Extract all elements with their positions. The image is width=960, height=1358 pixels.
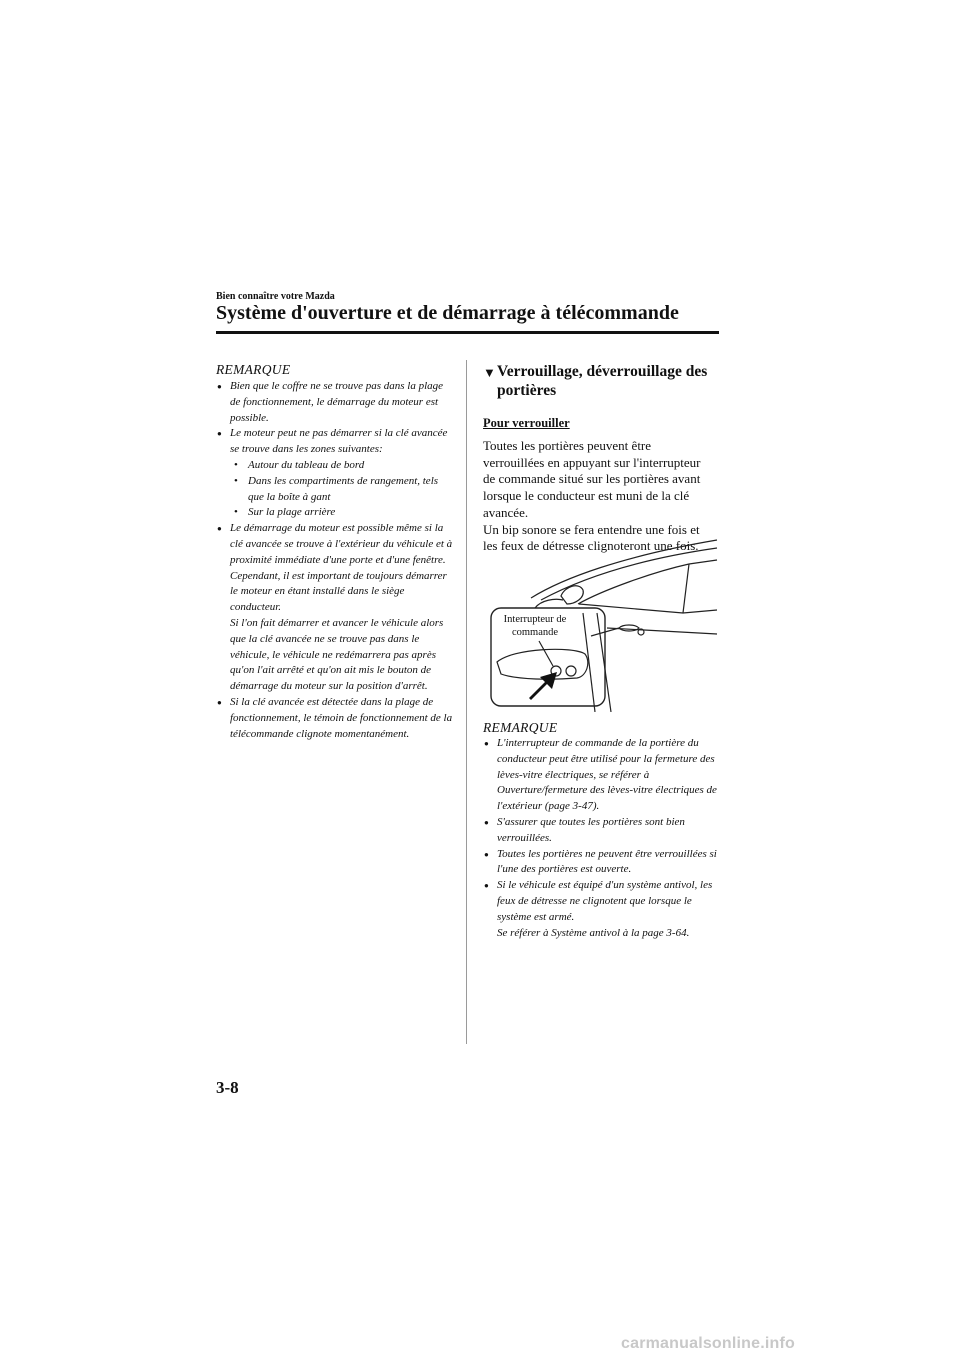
page-number: 3-8 (216, 1078, 239, 1097)
note-item: ● Si la clé avancée est détectée dans la plage de fonctionnement, le témoin de fonctionnement de la télécommande clignote momentanément. (216, 695, 456, 742)
para-line: les feux de détresse clignoteront une fois. (483, 538, 699, 554)
note-item-text: Le démarrage du moteur est possible même si la clé avancée se trouve à l'extérieur du véhicule et à proximité immédiate d'une porte et d'une fenêtre. Cependant, il est important de toujours démarrer le moteur en étant installé dans le siège conducteur. (230, 522, 453, 614)
para-line: avancée. (483, 504, 529, 520)
figure-callout (490, 613, 580, 639)
note-item: ● Bien que le coffre ne se trouve pas dans la plage de fonctionnement, le démarrage du moteur est possible. (216, 379, 456, 426)
note-item (483, 878, 721, 941)
para-line: Toutes les portières peuvent être (483, 438, 652, 453)
note-subitem: • Autour du tableau de bord (230, 458, 456, 474)
note-heading: REMARQUE (483, 720, 558, 735)
section-heading-text (497, 362, 707, 400)
note-item-text: Si l'on fait démarrer et avancer le véhicule alors que la clé avancée ne se trouve pas dans le véhicule, le véhicule ne redémarrera pas après qu'on l'ait arrêté et qu'on ait mis le bouton de démarrage du moteur sur la position d'arrêt. (230, 616, 444, 693)
page-title: Système d'ouverture et de démarrage à télécommande (216, 302, 679, 324)
para-line: verrouillées en appuyant sur l'interrupteur (483, 454, 701, 470)
note-sublist (230, 458, 456, 521)
column-divider (466, 360, 467, 1044)
note-item: ● L'interrupteur de commande de la portière du conducteur peut être utilisé pour la fermeture des lèves-vitre électriques, se référer à Ouverture/fermeture des lèves-vitre électriques de l'extérieur (page 3-47). (483, 736, 721, 815)
note-item-text: Se référer à Système antivol à la page 3-64. (497, 926, 690, 939)
note-subitem: • Dans les compartiments de rangement, tels que la boîte à gant (230, 474, 456, 506)
note-item: ● Toutes les portières ne peuvent être verrouillées si l'une des portières est ouverte. (483, 847, 721, 879)
press-arrow-icon (529, 672, 557, 700)
section-heading (483, 362, 721, 400)
window-frame-outer (541, 548, 717, 600)
figure-callout-line: Interrupteur de (503, 614, 567, 625)
para-line: Un bip sonore se fera entendre une fois et (483, 521, 700, 537)
note-item (216, 426, 456, 521)
section-heading-line: Verrouillage, déverrouillage des (497, 363, 708, 380)
lock-section (483, 362, 721, 555)
door-handle-icon (619, 625, 639, 631)
subheading: Pour verrouiller (483, 416, 570, 430)
note-list (216, 379, 456, 742)
para-line: de commande situé sur les portières avant (483, 471, 701, 487)
note-item-text: Si le véhicule est équipé d'un système antivol, les feux de détresse ne clignotent que lorsque le système est armé. (497, 879, 713, 923)
roof-line (531, 540, 717, 598)
watermark: carmanualsonline.info (621, 1335, 796, 1352)
door-seam (583, 613, 595, 712)
para-line: lorsque le conducteur est muni de la clé (483, 488, 690, 504)
section-kicker: Bien connaître votre Mazda (216, 291, 335, 302)
right-note-block (483, 720, 721, 941)
triangle-marker-icon: ▼ (483, 365, 496, 380)
note-list (483, 736, 721, 941)
note-subitem: • Sur la plage arrière (230, 505, 456, 521)
note-item-text: Le moteur peut ne pas démarrer si la clé avancée se trouve dans les zones suivantes: (230, 427, 448, 456)
window-edge (683, 564, 689, 613)
note-item: ● S'assurer que toutes les portières sont bien verrouillées. (483, 815, 721, 847)
note-item (216, 521, 456, 695)
section-heading-line: portières (497, 382, 557, 399)
note-heading: REMARQUE (216, 362, 291, 377)
figure-callout-line: commande (511, 627, 559, 638)
header-rule (216, 331, 719, 334)
left-note-block (216, 362, 456, 742)
